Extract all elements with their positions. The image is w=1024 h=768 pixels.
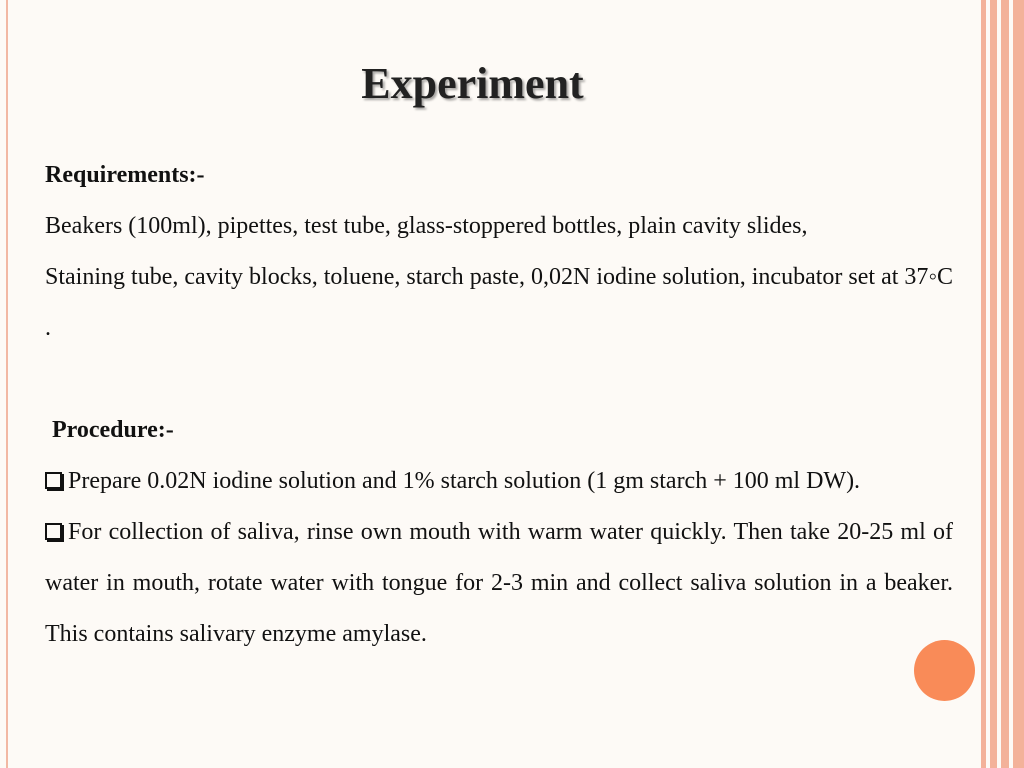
procedure-step: [45, 456, 953, 507]
requirements-heading: Requirements:-: [45, 162, 205, 188]
procedure-heading: Procedure:-: [52, 417, 174, 443]
accent-circle: [914, 640, 975, 701]
hollow-square-bullet-icon: [45, 472, 62, 489]
right-frame-band-4: [1013, 0, 1024, 768]
right-frame-band-2: [990, 0, 997, 768]
procedure-step-text: For collection of saliva, rinse own mouth with warm water quickly. Then take 20-25 ml of water in mouth, rotate water with tongue for 2-3 min and collect saliva solution in a beaker. This contains salivary enzyme amylase.: [45, 519, 953, 647]
right-frame-band-3: [1001, 0, 1009, 768]
slide-title: Experiment: [361, 59, 584, 108]
requirements-line-2: Staining tube, cavity blocks, toluene, starch paste, 0,02N iodine solution, incubator set at 37◦C .: [45, 264, 953, 341]
hollow-square-bullet-icon: [45, 523, 62, 540]
right-frame-band-1: [981, 0, 986, 768]
procedure-step: [45, 507, 953, 660]
left-frame-line: [6, 0, 8, 768]
slide-content: [45, 150, 953, 660]
procedure-step-text: Prepare 0.02N iodine solution and 1% starch solution (1 gm starch + 100 ml DW).: [68, 468, 861, 494]
requirements-line-1: Beakers (100ml), pipettes, test tube, glass-stoppered bottles, plain cavity slides,: [45, 213, 808, 239]
section-spacer: [45, 354, 953, 405]
